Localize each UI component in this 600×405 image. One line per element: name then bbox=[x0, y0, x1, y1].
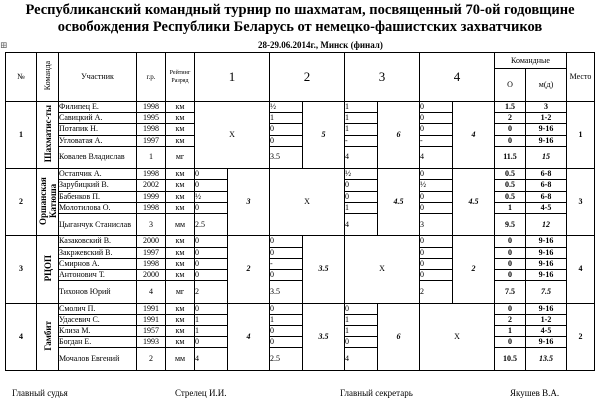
game-result: 0 bbox=[195, 269, 228, 280]
table-row bbox=[6, 348, 595, 371]
player-rank: км bbox=[166, 337, 195, 348]
player-year: 1998 bbox=[137, 202, 166, 213]
player-points: 7.5 bbox=[495, 281, 526, 303]
game-result: ½ bbox=[195, 191, 228, 202]
game-result: 3.5 bbox=[270, 146, 303, 168]
game-result: 0 bbox=[195, 236, 228, 247]
team-match-score: 3.5 bbox=[303, 303, 345, 370]
game-result: 3 bbox=[420, 213, 453, 235]
player-rank: км bbox=[166, 258, 195, 269]
self-match-cross: X bbox=[420, 303, 495, 370]
player-place: 1-2 bbox=[526, 314, 567, 325]
player-name: Клиза М. bbox=[59, 326, 137, 337]
player-place: 1-2 bbox=[526, 113, 567, 124]
team-match-score: 3 bbox=[228, 169, 270, 236]
player-name: Филипец Е. bbox=[59, 101, 137, 112]
player-place: 13.5 bbox=[526, 348, 567, 371]
table-row bbox=[6, 236, 595, 247]
team-match-score: 3.5 bbox=[303, 236, 345, 303]
player-place: 4-5 bbox=[526, 202, 567, 213]
player-points: 2 bbox=[495, 314, 526, 325]
player-points: 1.5 bbox=[495, 101, 526, 112]
game-result: 0 bbox=[195, 169, 228, 180]
game-result: 0 bbox=[195, 180, 228, 191]
team-name: Гамбит bbox=[37, 303, 59, 370]
game-result: 0 bbox=[420, 113, 453, 124]
table-row bbox=[6, 303, 595, 314]
game-result: 2.5 bbox=[195, 213, 228, 235]
title-line-2: освобождения Республики Беларусь от немецко-фашистских захватчиков bbox=[57, 19, 543, 35]
player-points: 0.5 bbox=[495, 191, 526, 202]
player-rank: км bbox=[166, 314, 195, 325]
header-num: № bbox=[6, 53, 37, 102]
player-rank: км bbox=[166, 269, 195, 280]
player-rank: км bbox=[166, 135, 195, 146]
results-table bbox=[5, 52, 595, 371]
table-row bbox=[6, 269, 595, 280]
player-rank: мм bbox=[166, 213, 195, 235]
team-match-score: 4 bbox=[228, 303, 270, 370]
game-result: - bbox=[420, 135, 453, 146]
player-points: 0 bbox=[495, 135, 526, 146]
player-place: 6-8 bbox=[526, 180, 567, 191]
team-name: РЦОП bbox=[37, 236, 59, 303]
player-name: Молотилова О. bbox=[59, 202, 137, 213]
game-result: 0 bbox=[420, 247, 453, 258]
player-year: 1997 bbox=[137, 135, 166, 146]
player-place: 3 bbox=[526, 101, 567, 112]
player-rank: км bbox=[166, 191, 195, 202]
player-year: 1991 bbox=[137, 303, 166, 314]
player-year: 1998 bbox=[137, 169, 166, 180]
header-team: Команда bbox=[37, 53, 59, 102]
game-result: 1 bbox=[345, 202, 378, 213]
table-row bbox=[6, 169, 595, 180]
table-row bbox=[6, 247, 595, 258]
game-result: - bbox=[345, 135, 378, 146]
player-rank: мм bbox=[166, 348, 195, 371]
header-round-2: 2 bbox=[270, 53, 345, 102]
game-result: 0 bbox=[195, 258, 228, 269]
team-place: 4 bbox=[567, 236, 595, 303]
game-result: 0 bbox=[420, 191, 453, 202]
game-result: 0 bbox=[420, 236, 453, 247]
player-rank: км bbox=[166, 124, 195, 135]
header-player: Участник bbox=[59, 53, 137, 102]
player-name: Смолич П. bbox=[59, 303, 137, 314]
game-result: 0 bbox=[270, 247, 303, 258]
game-result: 0 bbox=[420, 258, 453, 269]
game-result: 2 bbox=[420, 281, 453, 303]
player-name: Остапчик А. bbox=[59, 169, 137, 180]
header-o: О bbox=[495, 69, 526, 102]
team-number: 3 bbox=[6, 236, 37, 303]
player-points: 0 bbox=[495, 303, 526, 314]
self-match-cross: X bbox=[195, 101, 270, 168]
team-number: 2 bbox=[6, 169, 37, 236]
header-place: Место bbox=[567, 53, 595, 102]
game-result: 0 bbox=[270, 236, 303, 247]
player-year: 2000 bbox=[137, 269, 166, 280]
player-points: 1 bbox=[495, 326, 526, 337]
team-number: 4 bbox=[6, 303, 37, 370]
player-year: 1997 bbox=[137, 247, 166, 258]
player-place: 9-16 bbox=[526, 236, 567, 247]
game-result: ½ bbox=[345, 169, 378, 180]
player-points: 0 bbox=[495, 337, 526, 348]
player-year: 1993 bbox=[137, 337, 166, 348]
game-result: 1 bbox=[270, 113, 303, 124]
subtitle: 28-29.06.2014г., Минск (финал) bbox=[258, 40, 383, 50]
player-name: Бабенков П. bbox=[59, 191, 137, 202]
judge-label: Главный судья bbox=[12, 388, 68, 398]
player-year: 2000 bbox=[137, 236, 166, 247]
team-name: Оршанская Катюша bbox=[37, 169, 59, 236]
player-name: Мочалов Евгений bbox=[59, 348, 137, 371]
player-points: 0.5 bbox=[495, 169, 526, 180]
game-result: 1 bbox=[270, 314, 303, 325]
player-name: Закржевский В. bbox=[59, 247, 137, 258]
game-result: 1 bbox=[195, 314, 228, 325]
table-row bbox=[6, 135, 595, 146]
player-rank: км bbox=[166, 113, 195, 124]
player-place: 9-16 bbox=[526, 303, 567, 314]
team-match-score: 2 bbox=[228, 236, 270, 303]
player-rank: мг bbox=[166, 146, 195, 168]
player-rank: км bbox=[166, 236, 195, 247]
move-handle-icon[interactable]: ⊞ bbox=[0, 40, 8, 50]
player-name: Савицкий А. bbox=[59, 113, 137, 124]
player-points: 2 bbox=[495, 113, 526, 124]
player-name: Удасевич С. bbox=[59, 314, 137, 325]
player-place: 4-5 bbox=[526, 326, 567, 337]
game-result: 0 bbox=[270, 135, 303, 146]
game-result: 0 bbox=[195, 337, 228, 348]
table-row bbox=[6, 124, 595, 135]
player-place: 9-16 bbox=[526, 258, 567, 269]
player-year: 1995 bbox=[137, 113, 166, 124]
game-result: 4 bbox=[195, 348, 228, 371]
player-year: 1998 bbox=[137, 101, 166, 112]
player-points: 11.5 bbox=[495, 146, 526, 168]
game-result: 0 bbox=[195, 247, 228, 258]
table-row bbox=[6, 113, 595, 124]
player-points: 1 bbox=[495, 202, 526, 213]
game-result: 1 bbox=[345, 124, 378, 135]
player-name: Антонович Т. bbox=[59, 269, 137, 280]
game-result: 0 bbox=[345, 303, 378, 314]
table-row bbox=[6, 281, 595, 303]
player-year: 1998 bbox=[137, 124, 166, 135]
game-result: 3.5 bbox=[270, 281, 303, 303]
player-place: 6-8 bbox=[526, 191, 567, 202]
team-match-score: 2 bbox=[453, 236, 495, 303]
game-result: 1 bbox=[345, 326, 378, 337]
player-points: 0 bbox=[495, 269, 526, 280]
game-result: ½ bbox=[420, 180, 453, 191]
game-result: 4 bbox=[345, 213, 378, 235]
table-row bbox=[6, 337, 595, 348]
player-place: 9-16 bbox=[526, 269, 567, 280]
player-year: 4 bbox=[137, 281, 166, 303]
game-result: 0 bbox=[345, 180, 378, 191]
game-result: 1 bbox=[345, 113, 378, 124]
player-place: 9-16 bbox=[526, 337, 567, 348]
player-place: 12 bbox=[526, 213, 567, 235]
game-result: 2 bbox=[195, 281, 228, 303]
table-row bbox=[6, 326, 595, 337]
team-match-score: 6 bbox=[378, 101, 420, 168]
player-rank: км bbox=[166, 169, 195, 180]
player-rank: км bbox=[166, 180, 195, 191]
game-result: 4 bbox=[345, 348, 378, 371]
header-year: г.р. bbox=[137, 53, 166, 102]
team-match-score: 5 bbox=[303, 101, 345, 168]
team-match-score: 4.5 bbox=[453, 169, 495, 236]
header-rank: Рейтинг Разряд bbox=[166, 53, 195, 102]
game-result: 0 bbox=[420, 169, 453, 180]
game-result: 0 bbox=[420, 202, 453, 213]
player-place: 7.5 bbox=[526, 281, 567, 303]
game-result: 0 bbox=[420, 124, 453, 135]
game-result: 1 bbox=[345, 101, 378, 112]
table-row bbox=[6, 258, 595, 269]
game-result: 0 bbox=[195, 303, 228, 314]
table-row bbox=[6, 101, 595, 112]
player-name: Ковалев Владислав bbox=[59, 146, 137, 168]
self-match-cross: X bbox=[345, 236, 420, 303]
player-name: Цыганчук Станислав bbox=[59, 213, 137, 235]
title-line-1: Республиканский командный турнир по шахматам, посвященный 70-ой годовщине bbox=[25, 2, 575, 18]
player-year: 1 bbox=[137, 146, 166, 168]
game-result: 0 bbox=[270, 124, 303, 135]
game-result: 2.5 bbox=[270, 348, 303, 371]
secretary-label: Главный секретарь bbox=[340, 388, 413, 398]
player-points: 0 bbox=[495, 124, 526, 135]
player-year: 1991 bbox=[137, 314, 166, 325]
team-match-score: 4 bbox=[453, 101, 495, 168]
player-place: 15 bbox=[526, 146, 567, 168]
player-rank: км bbox=[166, 202, 195, 213]
player-place: 9-16 bbox=[526, 135, 567, 146]
player-points: 0 bbox=[495, 247, 526, 258]
player-year: 2002 bbox=[137, 180, 166, 191]
player-rank: км bbox=[166, 247, 195, 258]
team-place: 1 bbox=[567, 101, 595, 168]
game-result: 0 bbox=[420, 101, 453, 112]
table-row bbox=[6, 314, 595, 325]
header-round-3: 3 bbox=[345, 53, 420, 102]
team-match-score: 6 bbox=[378, 303, 420, 370]
self-match-cross: X bbox=[270, 169, 345, 236]
player-year: 1957 bbox=[137, 326, 166, 337]
game-result: 1 bbox=[195, 326, 228, 337]
player-name: Потапик Н. bbox=[59, 124, 137, 135]
team-number: 1 bbox=[6, 101, 37, 168]
player-rank: км bbox=[166, 101, 195, 112]
player-points: 0 bbox=[495, 258, 526, 269]
game-result: 0 bbox=[420, 269, 453, 280]
game-result: 4 bbox=[345, 146, 378, 168]
header-team-results: Командные bbox=[495, 53, 567, 69]
game-result: 0 bbox=[270, 303, 303, 314]
player-year: 1998 bbox=[137, 258, 166, 269]
game-result: 1 bbox=[345, 314, 378, 325]
player-year: 3 bbox=[137, 213, 166, 235]
game-result: - bbox=[270, 258, 303, 269]
game-result: 0 bbox=[345, 337, 378, 348]
player-name: Зарубицкий В. bbox=[59, 180, 137, 191]
player-name: Смирнов А. bbox=[59, 258, 137, 269]
player-points: 9.5 bbox=[495, 213, 526, 235]
player-place: 9-16 bbox=[526, 247, 567, 258]
game-result: ½ bbox=[270, 101, 303, 112]
player-rank: мг bbox=[166, 281, 195, 303]
game-result: 4 bbox=[420, 146, 453, 168]
player-points: 10.5 bbox=[495, 348, 526, 371]
player-year: 1999 bbox=[137, 191, 166, 202]
team-name: Шахматис-ты bbox=[37, 101, 59, 168]
table-row bbox=[6, 146, 595, 168]
header-m: м(д) bbox=[526, 69, 567, 102]
team-match-score: 4.5 bbox=[378, 169, 420, 236]
header-round-4: 4 bbox=[420, 53, 495, 102]
game-result: 0 bbox=[270, 326, 303, 337]
game-result: 0 bbox=[345, 191, 378, 202]
player-points: 0.5 bbox=[495, 180, 526, 191]
game-result: 0 bbox=[270, 337, 303, 348]
player-rank: км bbox=[166, 326, 195, 337]
player-place: 9-16 bbox=[526, 124, 567, 135]
team-place: 2 bbox=[567, 303, 595, 370]
team-place: 3 bbox=[567, 169, 595, 236]
game-result: 0 bbox=[195, 202, 228, 213]
player-name: Угловатая А. bbox=[59, 135, 137, 146]
player-rank: км bbox=[166, 303, 195, 314]
secretary-name: Якушев В.А. bbox=[510, 388, 560, 398]
player-year: 2 bbox=[137, 348, 166, 371]
player-place: 6-8 bbox=[526, 169, 567, 180]
player-points: 0 bbox=[495, 236, 526, 247]
game-result: 0 bbox=[270, 269, 303, 280]
player-name: Казаковский В. bbox=[59, 236, 137, 247]
player-name: Тихонов Юрий bbox=[59, 281, 137, 303]
judge-name: Стрелец И.И. bbox=[175, 388, 227, 398]
header-round-1: 1 bbox=[195, 53, 270, 102]
player-name: Богдан Е. bbox=[59, 337, 137, 348]
